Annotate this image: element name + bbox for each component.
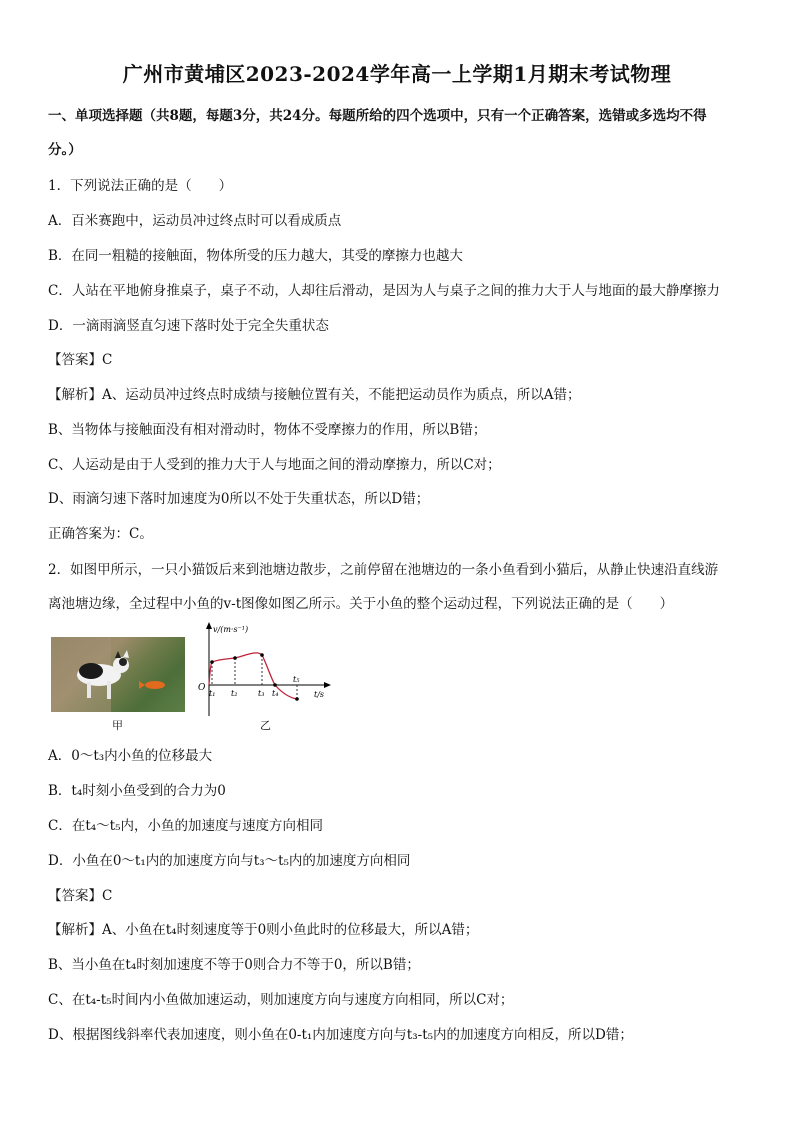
point-t4 — [273, 683, 277, 687]
cat-illustration — [51, 637, 185, 712]
figure-a-caption: 甲 — [112, 719, 123, 732]
q1-answer: 【答案】C — [48, 352, 113, 368]
q2-stem-cont: 离池塘边缘，全过程中小鱼的v-t图像如图乙所示。关于小鱼的整个运动过程，下列说法正确的是（ ） — [48, 596, 674, 612]
cat-fish-photo — [51, 637, 185, 712]
page-title: 广州市黄埔区2023-2024学年高一上学期1月期末考试物理 — [122, 62, 672, 86]
point-t2 — [233, 656, 237, 660]
q1-analysis-4: D、雨滴匀速下落时加速度为0所以不处于失重状态，所以D错； — [48, 491, 430, 507]
x-axis-arrow — [324, 682, 331, 688]
y-axis-label: v/(m·s⁻¹) — [213, 625, 249, 634]
tick-t4: t₄ — [272, 689, 279, 698]
q2-analysis-1: 【解析】A、小鱼在t₄时刻速度等于0则小鱼此时的位移最大，所以A错； — [48, 922, 479, 938]
q1-analysis-1: 【解析】A、运动员冲过终点时成绩与接触位置有关，不能把运动员作为质点，所以A错； — [48, 387, 581, 403]
q1-option-a: A．百米赛跑中，运动员冲过终点时可以看成质点 — [48, 213, 342, 229]
q2-option-c: C．在t₄～t₅内，小鱼的加速度与速度方向相同 — [48, 818, 324, 834]
q1-option-b: B．在同一粗糙的接触面，物体所受的压力越大，其受的摩擦力也越大 — [48, 248, 463, 264]
q1-analysis-2: B、当物体与接触面没有相对滑动时，物体不受摩擦力的作用，所以B错； — [48, 422, 487, 438]
q2-analysis-2: B、当小鱼在t₄时刻加速度不等于0则合力不等于0，所以B错； — [48, 957, 420, 973]
q2-option-d: D．小鱼在0～t₁内的加速度方向与t₃～t₅内的加速度方向相同 — [48, 853, 411, 869]
figure-b-caption: 乙 — [260, 719, 271, 732]
y-axis-arrow — [206, 622, 212, 629]
q1-option-c: C．人站在平地俯身推桌子，桌子不动，人却往后滑动，是因为人与桌子之间的推力大于人与地面的最大静摩擦力 — [48, 283, 720, 299]
x-axis-label: t/s — [314, 690, 325, 699]
q2-option-a: A．0～t₃内小鱼的位移最大 — [48, 748, 213, 764]
q2-answer: 【答案】C — [48, 888, 113, 904]
tick-t5: t₅ — [293, 675, 300, 684]
velocity-curve — [209, 653, 297, 699]
tick-t1: t₁ — [209, 689, 216, 698]
vt-graph — [195, 620, 335, 720]
point-t1 — [210, 660, 214, 664]
section-heading: 一、单项选择题（共8题，每题3分，共24分。每题所给的四个选项中，只有一个正确答案，选错或多选均不得 — [48, 108, 707, 124]
q1-stem: 1．下列说法正确的是（ ） — [48, 178, 233, 194]
q2-analysis-4: D、根据图线斜率代表加速度，则小鱼在0-t₁内加速度方向与t₃-t₅内的加速度方向相反，所以D错； — [48, 1027, 633, 1043]
origin-label: O — [198, 683, 206, 693]
q1-conclusion: 正确答案为：C。 — [48, 526, 153, 542]
q2-analysis-3: C、在t₄-t₅时间内小鱼做加速运动，则加速度方向与速度方向相同，所以C对； — [48, 992, 514, 1008]
q2-option-b: B．t₄时刻小鱼受到的合力为0 — [48, 783, 226, 799]
q1-option-d: D．一滴雨滴竖直匀速下落时处于完全失重状态 — [48, 318, 329, 334]
point-t5 — [295, 697, 299, 701]
section-heading-cont: 分。） — [48, 142, 82, 158]
q1-analysis-3: C、人运动是由于人受到的推力大于人与地面之间的滑动摩擦力，所以C对； — [48, 457, 501, 473]
q2-stem: 2．如图甲所示，一只小猫饭后来到池塘边散步，之前停留在池塘边的一条小鱼看到小猫后，从静止快速沿直线游 — [48, 562, 719, 578]
tick-t2: t₂ — [231, 689, 238, 698]
tick-t3: t₃ — [258, 689, 265, 698]
point-t3 — [260, 653, 264, 657]
